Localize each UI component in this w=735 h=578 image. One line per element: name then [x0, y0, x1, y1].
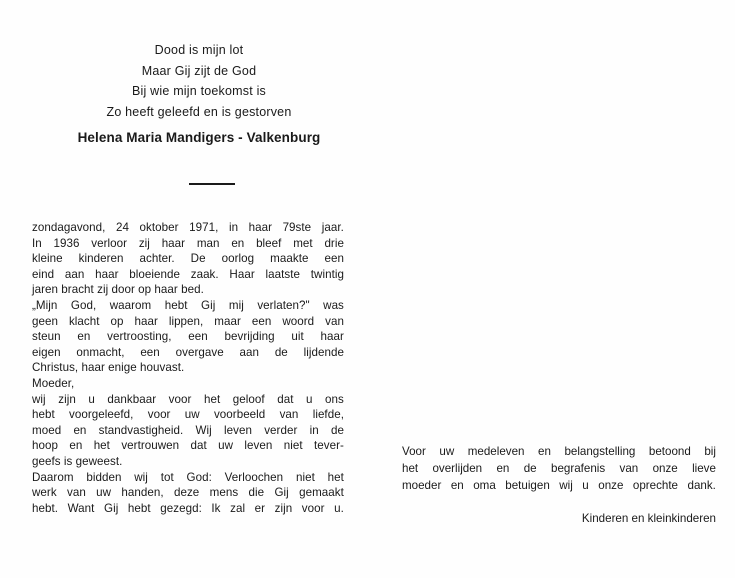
- word: maar: [214, 314, 241, 328]
- word: uw: [218, 439, 234, 453]
- text-line: Christus, haar enige houvast.: [32, 361, 185, 375]
- word: uw: [439, 445, 455, 458]
- word: voor: [147, 408, 171, 422]
- word: God,: [70, 298, 97, 312]
- verse-line: Zo heeft geleefd en is gestorven: [106, 104, 292, 119]
- word: In: [32, 236, 42, 250]
- word: oktober: [139, 221, 179, 234]
- text-line: Moeder,: [32, 376, 75, 390]
- word: u: [306, 392, 313, 406]
- text-line: [32, 423, 344, 439]
- word: uw: [184, 408, 200, 422]
- word: begrafenis: [551, 462, 606, 475]
- word: twintig: [310, 267, 344, 281]
- word: deze: [173, 486, 200, 500]
- word: betoond: [648, 445, 691, 458]
- text-line: [32, 438, 344, 454]
- word: het: [402, 462, 419, 475]
- word: onmacht,: [76, 345, 125, 359]
- word: vertrouwen: [121, 439, 180, 453]
- word: lieve: [692, 462, 716, 475]
- word: dankbaar: [107, 392, 157, 406]
- word: betuigen: [505, 479, 550, 492]
- word: er: [254, 501, 266, 515]
- left-panel: [28, 40, 358, 185]
- word: en: [496, 462, 510, 475]
- thanks-line: [402, 443, 716, 460]
- word: met: [293, 236, 313, 250]
- word: bij: [704, 445, 716, 458]
- word: woord: [282, 314, 315, 328]
- word: voor: [301, 501, 325, 515]
- word: werk: [32, 486, 57, 500]
- word: steun: [32, 330, 61, 344]
- word: medeleven: [467, 445, 525, 458]
- word: haar: [134, 314, 158, 328]
- word: aan: [64, 267, 85, 281]
- word: oprechte: [632, 479, 679, 492]
- word: zaak.: [190, 267, 219, 281]
- word: laatste: [265, 267, 301, 281]
- word: in: [228, 221, 239, 234]
- word: van: [619, 462, 639, 475]
- word: een: [188, 330, 208, 344]
- word: van: [325, 314, 344, 328]
- word: wij: [559, 479, 573, 492]
- word: de: [330, 423, 344, 437]
- word: lijdende: [303, 345, 344, 359]
- word: waarom: [109, 298, 152, 312]
- word: hebt: [32, 408, 55, 422]
- word: onze: [598, 479, 624, 492]
- word: was: [323, 298, 344, 312]
- word: wij: [134, 470, 148, 484]
- word: verloor: [91, 236, 128, 250]
- word: Voor: [402, 445, 426, 458]
- word: hebt: [164, 298, 188, 312]
- word: tever-: [313, 439, 344, 453]
- word: „Mijn: [32, 298, 58, 312]
- word: bleef: [256, 236, 282, 250]
- word: hoop: [32, 439, 58, 453]
- word: uit: [291, 330, 304, 344]
- thanks-line: [402, 460, 716, 477]
- text-line: [32, 314, 344, 330]
- word: oorlog: [221, 252, 255, 266]
- word: geloof: [232, 392, 265, 406]
- word: lippen,: [168, 314, 204, 328]
- word: en: [73, 423, 87, 437]
- divider: [189, 183, 235, 185]
- word: ons: [325, 392, 344, 406]
- word: in: [309, 423, 319, 437]
- word: Daarom: [32, 470, 74, 484]
- word: God:: [186, 470, 212, 484]
- word: u.: [334, 501, 344, 515]
- verse-line: Dood is mijn lot: [154, 43, 244, 57]
- word: wij: [32, 392, 46, 406]
- text-line: [32, 501, 344, 517]
- word: eind: [32, 267, 55, 281]
- word: hebt: [127, 501, 151, 515]
- text-line: [32, 485, 344, 501]
- word: leven: [223, 423, 252, 437]
- word: niet: [283, 439, 303, 453]
- word: man: [196, 236, 220, 250]
- word: gemaakt: [299, 486, 344, 500]
- word: 1971,: [189, 221, 219, 234]
- word: leven: [244, 439, 273, 453]
- word: uw: [96, 486, 112, 500]
- word: bevrijding: [224, 330, 275, 344]
- word: voorgeleefd,: [69, 408, 134, 422]
- word: Gij: [104, 501, 119, 515]
- word: jaar.: [321, 221, 344, 234]
- word: tot: [160, 470, 174, 484]
- word: zij: [138, 236, 150, 250]
- thanks-line: [402, 477, 716, 494]
- word: overgave: [175, 345, 224, 359]
- word: kinderen: [78, 252, 124, 266]
- word: haar: [248, 221, 273, 234]
- word: zondagavond,: [32, 221, 106, 234]
- word: moed: [32, 423, 62, 437]
- word: Want: [67, 501, 95, 515]
- thanks-text: [402, 443, 716, 494]
- word: voorbeeld: [213, 408, 266, 422]
- word: verder: [264, 423, 298, 437]
- word: en: [538, 445, 551, 458]
- word: drie: [324, 236, 344, 250]
- word: haar: [95, 267, 119, 281]
- word: kleine: [32, 252, 63, 266]
- verse: [40, 40, 358, 122]
- word: mens: [209, 486, 239, 500]
- text-line: [32, 345, 344, 361]
- word: onze: [652, 462, 678, 475]
- word: een: [251, 314, 272, 328]
- word: Wij: [195, 423, 212, 437]
- word: en: [77, 330, 91, 344]
- word: bloeiende: [129, 267, 180, 281]
- word: Verloochen: [224, 470, 284, 484]
- deceased-name: Helena Maria Mandigers - Valkenburg: [77, 130, 321, 145]
- word: achter.: [139, 252, 175, 266]
- word: aan: [239, 345, 260, 359]
- word: geen: [32, 314, 58, 328]
- word: en: [231, 236, 245, 250]
- text-line: jaren bracht zij door op haar bed.: [32, 283, 204, 297]
- text-line: [32, 220, 344, 236]
- verse-line: Maar Gij zijt de God: [141, 63, 257, 78]
- word: zal: [230, 501, 246, 515]
- word: een: [140, 345, 160, 359]
- word: liefde,: [312, 408, 344, 422]
- text-line: [32, 251, 344, 267]
- word: u: [88, 392, 95, 406]
- word: het: [327, 470, 344, 484]
- word: overlijden: [432, 462, 483, 475]
- word: hebt.: [32, 501, 59, 515]
- word: niet: [295, 470, 315, 484]
- word: gezegd:: [160, 501, 202, 515]
- word: moeder: [402, 479, 442, 492]
- word: en: [450, 479, 464, 492]
- memorial-text: [32, 220, 344, 516]
- word: voor: [168, 392, 192, 406]
- word: vertroosting,: [107, 330, 172, 344]
- word: standvastigheid.: [98, 423, 184, 437]
- word: haar: [161, 236, 186, 250]
- word: zijn: [58, 392, 76, 406]
- word: dat: [190, 439, 207, 453]
- word: de: [274, 345, 288, 359]
- text-line: [32, 236, 344, 252]
- word: een: [324, 252, 344, 266]
- word: dank.: [687, 479, 716, 492]
- signature: Kinderen en kleinkinderen: [581, 512, 716, 525]
- text-line: [32, 407, 344, 423]
- word: en: [69, 439, 83, 453]
- word: 79ste: [282, 221, 312, 234]
- word: van: [67, 486, 86, 500]
- word: maakte: [270, 252, 309, 266]
- text-line: [32, 470, 344, 486]
- text-line: [32, 392, 344, 408]
- word: verlaten?": [257, 298, 310, 312]
- word: het: [93, 439, 110, 453]
- word: oma: [473, 479, 496, 492]
- word: De: [190, 252, 206, 266]
- word: u: [582, 479, 589, 492]
- word: op: [110, 314, 124, 328]
- word: die: [248, 486, 265, 500]
- text-line: [32, 267, 344, 283]
- word: van: [279, 408, 299, 422]
- text-line: [32, 298, 344, 314]
- word: eigen: [32, 345, 61, 359]
- word: Ik: [211, 501, 221, 515]
- word: het: [203, 392, 221, 406]
- text-line: geefs is geweest.: [32, 454, 123, 468]
- word: zijn: [274, 501, 293, 515]
- word: de: [523, 462, 537, 475]
- word: handen,: [121, 486, 164, 500]
- word: 24: [116, 221, 129, 234]
- word: belangstelling: [564, 445, 636, 458]
- word: haar: [320, 330, 344, 344]
- word: Haar: [229, 267, 255, 281]
- word: klacht: [68, 314, 100, 328]
- verse-line: Bij wie mijn toekomst is: [132, 84, 266, 98]
- word: Gij: [274, 486, 289, 500]
- word: dat: [277, 392, 294, 406]
- text-line: [32, 329, 344, 345]
- word: 1936: [53, 236, 80, 250]
- word: Gij: [201, 298, 216, 312]
- word: bidden: [86, 470, 122, 484]
- word: mij: [228, 298, 244, 312]
